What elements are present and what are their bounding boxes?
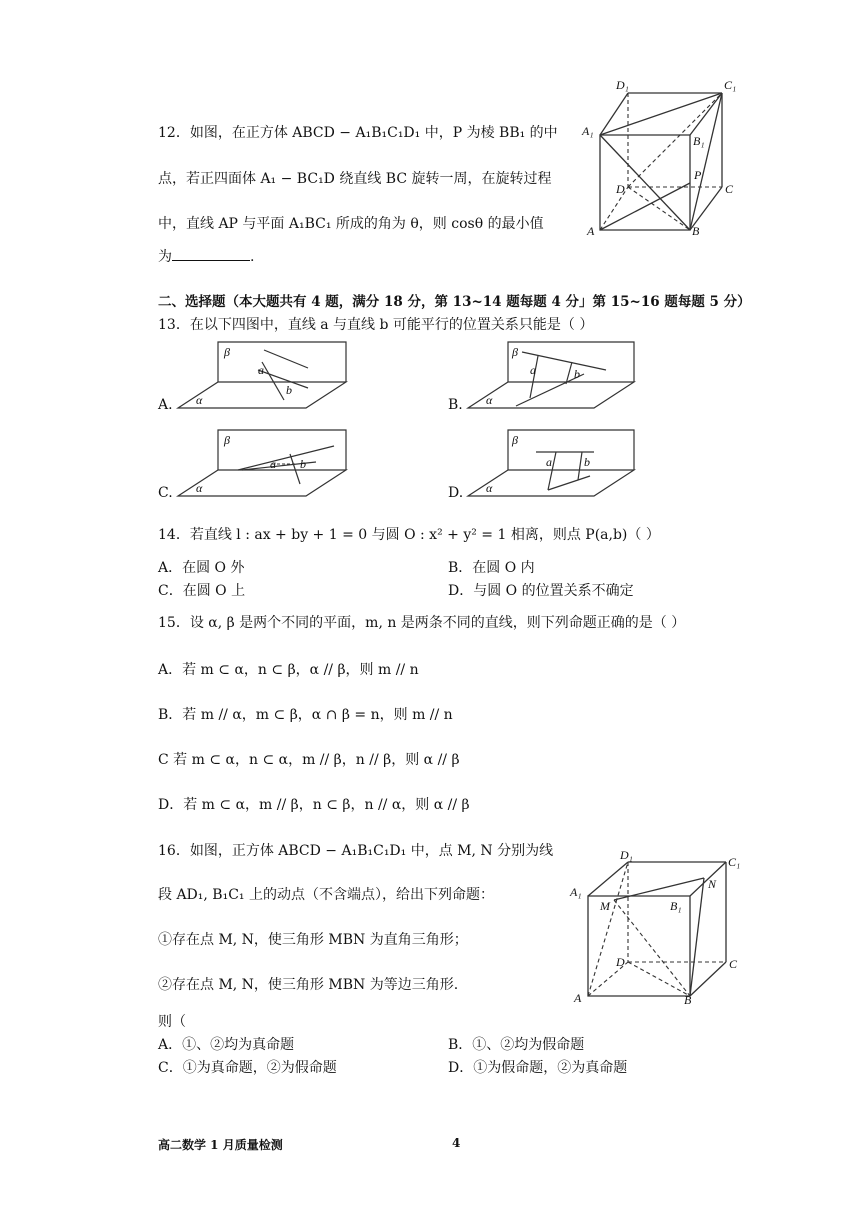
q14-stem: 14．若直线 l : ax + by + 1 = 0 与圆 O : x² + y² = 1 相离，则点 P(a,b)（ ） — [158, 527, 660, 543]
q14-option-d: D．与圆 O 的位置关系不确定 — [448, 583, 634, 599]
q13-option-a: A. — [158, 397, 173, 413]
q13b-label-b: b — [574, 367, 580, 381]
q13d-label-b: b — [584, 455, 590, 469]
q16-label-c1: C₁ — [728, 855, 741, 869]
q15-option-a: A．若 m ⊂ α，n ⊂ β，α // β，则 m // n — [158, 662, 419, 678]
q13b-beta: β — [512, 345, 518, 359]
q12-line4-end: . — [250, 249, 255, 265]
q15-stem: 15．设 α, β 是两个不同的平面，m, n 是两条不同的直线，则下列命题正确的是（ ） — [158, 615, 686, 631]
q13c-label-b: b — [300, 457, 306, 471]
q16-label-d: D — [616, 955, 625, 969]
q16-option-d: D．①为假命题，②为真命题 — [448, 1060, 628, 1076]
q12-cube-figure — [580, 75, 750, 245]
q13d-alpha: α — [486, 481, 493, 495]
q13-figure-d — [466, 428, 646, 500]
q13a-label-b: b — [286, 383, 292, 397]
q16-cube-figure — [570, 850, 750, 1005]
q12-line3: 中，直线 AP 与平面 A₁BC₁ 所成的角为 θ，则 cosθ 的最小值 — [158, 216, 544, 232]
q16-label-d1: D₁ — [620, 848, 633, 862]
section2-header: 二、选择题（本大题共有 4 题，满分 18 分，第 13~14 题每题 4 分」第 15~16 题每题 5 分） — [158, 294, 751, 310]
q14-option-a: A．在圆 O 外 — [158, 560, 245, 576]
q13a-alpha: α — [196, 393, 203, 407]
q12-label-a1: A₁ — [582, 124, 594, 138]
q13a-label-a: a — [258, 363, 264, 377]
q15-option-d: D．若 m ⊂ α，m // β，n ⊂ β，n // α，则 α // β — [158, 797, 470, 813]
q12-line2: 点，若正四面体 A₁ − BC₁D 绕直线 BC 旋转一周，在旋转过程 — [158, 171, 552, 187]
q16-option-c: C．①为真命题，②为假命题 — [158, 1060, 337, 1076]
q16-option-b: B．①、②均为假命题 — [448, 1037, 585, 1053]
q16-line4: ②存在点 M, N，使三角形 MBN 为等边三角形. — [158, 977, 459, 993]
q12-label-c: C — [725, 182, 734, 196]
q13b-label-a: a — [530, 363, 536, 377]
answer-blank — [172, 248, 250, 261]
q12-line1: 12．如图，在正方体 ABCD − A₁B₁C₁D₁ 中，P 为棱 BB₁ 的中 — [158, 125, 558, 141]
q13d-beta: β — [512, 433, 518, 447]
q16-line5: 则（ — [158, 1014, 186, 1030]
q13-option-d: D. — [448, 485, 464, 501]
q12-label-b1: B₁ — [693, 134, 705, 148]
q16-label-m: M — [600, 899, 610, 913]
q16-line1: 16．如图，正方体 ABCD − A₁B₁C₁D₁ 中，点 M, N 分别为线 — [158, 843, 554, 859]
q16-label-b1: B₁ — [670, 899, 682, 913]
q13c-alpha: α — [196, 481, 203, 495]
q13c-beta: β — [224, 433, 230, 447]
footer-title: 高二数学 1 月质量检测 — [158, 1138, 283, 1152]
q13d-label-a: a — [546, 455, 552, 469]
q16-label-c: C — [729, 957, 738, 971]
q12-line4 — [158, 246, 254, 266]
q16-label-a: A — [574, 991, 582, 1005]
q13-figure-b — [466, 340, 646, 412]
q13-figure-c — [176, 428, 356, 500]
q12-label-c1: C₁ — [724, 78, 737, 92]
q13a-beta: β — [224, 345, 230, 359]
q12-label-p: P — [694, 168, 702, 182]
q13-option-c: C. — [158, 485, 173, 501]
q13-figure-a — [176, 340, 356, 412]
q12-line4-prefix: 为 — [158, 249, 172, 265]
q12-label-d1: D₁ — [616, 78, 629, 92]
q12-label-a: A — [587, 224, 595, 238]
q16-label-a1: A₁ — [570, 885, 582, 899]
q13b-alpha: α — [486, 393, 493, 407]
q16-line2: 段 AD₁, B₁C₁ 上的动点（不含端点），给出下列命题： — [158, 887, 494, 903]
q16-label-b: B — [684, 993, 692, 1007]
q14-option-b: B．在圆 O 内 — [448, 560, 535, 576]
q13-option-b: B. — [448, 397, 463, 413]
q14-option-c: C．在圆 O 上 — [158, 583, 246, 599]
q13-stem: 13．在以下四图中，直线 a 与直线 b 可能平行的位置关系只能是（ ） — [158, 317, 594, 333]
q15-option-c: C 若 m ⊂ α，n ⊂ α，m // β，n // β，则 α // β — [158, 752, 460, 768]
q13c-label-a: a — [270, 457, 276, 471]
q12-label-b: B — [692, 224, 700, 238]
q12-label-d: D — [616, 182, 625, 196]
q15-option-b: B．若 m // α，m ⊂ β，α ∩ β = n，则 m // n — [158, 707, 453, 723]
q16-line3: ①存在点 M, N，使三角形 MBN 为直角三角形； — [158, 932, 468, 948]
q16-label-n: N — [708, 877, 717, 891]
page-number: 4 — [452, 1136, 461, 1150]
q16-option-a: A．①、②均为真命题 — [158, 1037, 295, 1053]
